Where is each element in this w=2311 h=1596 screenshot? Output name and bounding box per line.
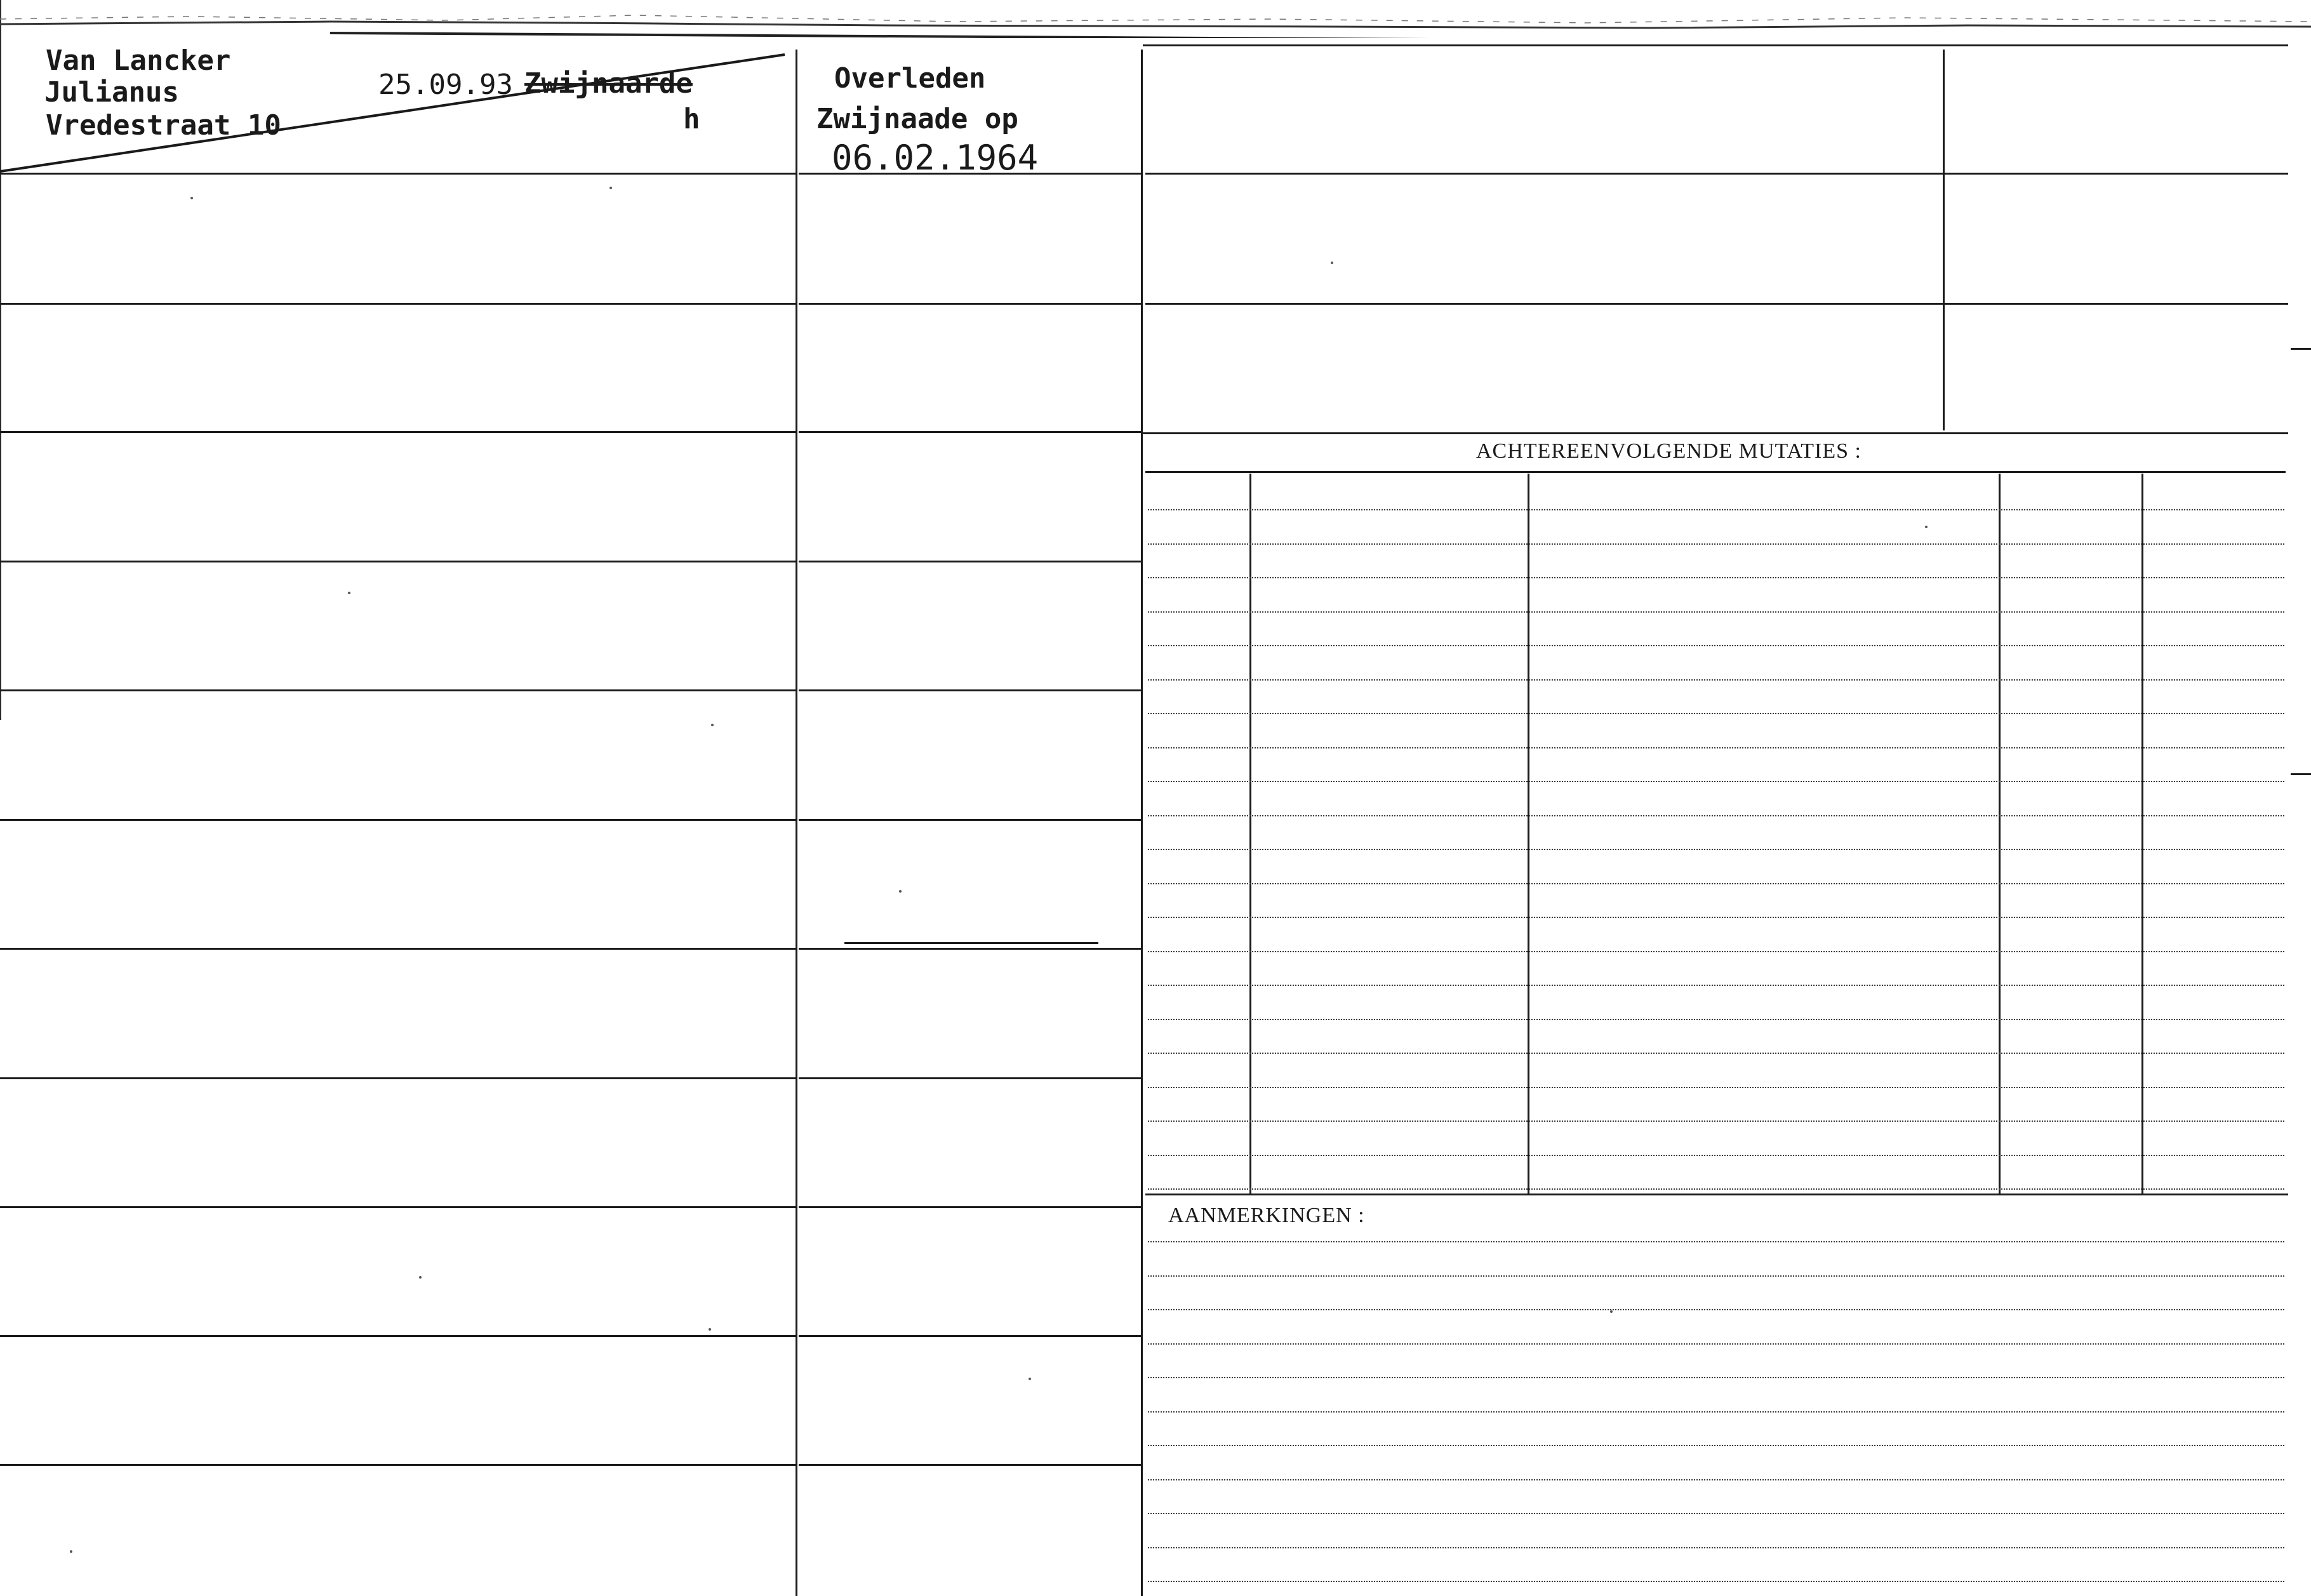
scan-speck xyxy=(348,592,350,594)
ruled-line xyxy=(1148,951,2284,952)
right-block-column-divider xyxy=(1943,50,1945,430)
aanmerkingen-heading: AANMERKINGEN : xyxy=(1168,1204,1365,1227)
edge-tick xyxy=(2291,348,2311,350)
entry-row-divider xyxy=(799,1464,1142,1466)
ruled-line xyxy=(1148,1087,2284,1088)
entry-row-divider xyxy=(0,1335,797,1337)
ruled-line xyxy=(1148,1053,2284,1054)
right-block-divider xyxy=(1143,432,2288,434)
ruled-line xyxy=(1148,1411,2284,1413)
ruled-line xyxy=(1148,509,2284,510)
mutaties-heading: ACHTEREENVOLGENDE MUTATIES : xyxy=(1476,439,1861,463)
entry-row-divider xyxy=(799,1335,1142,1337)
ruled-line xyxy=(1148,577,2284,578)
sex-mark: h xyxy=(683,103,700,135)
ruled-line xyxy=(1148,917,2284,918)
scan-speck xyxy=(419,1276,422,1279)
scan-speck xyxy=(709,1328,711,1331)
mutaties-column-divider xyxy=(1999,474,2001,1194)
scan-speck xyxy=(609,187,612,189)
ruled-line xyxy=(1148,1188,2284,1190)
entry-row-divider xyxy=(0,819,797,821)
scan-speck xyxy=(70,1550,72,1553)
ruled-line xyxy=(1148,781,2284,782)
entry-row-divider xyxy=(799,561,1142,562)
ruled-line xyxy=(1148,611,2284,613)
ruled-line xyxy=(1148,1309,2284,1310)
scan-edge-noise xyxy=(0,0,2311,38)
ruled-line xyxy=(1148,1155,2284,1156)
ruled-line xyxy=(1148,1275,2284,1277)
surname: Van Lancker xyxy=(46,44,231,77)
entry-row-divider xyxy=(0,948,797,950)
mutaties-header-line xyxy=(1145,471,2286,473)
entry-row-divider xyxy=(0,303,797,305)
entry-row-divider xyxy=(0,1206,797,1208)
ruled-line xyxy=(1148,713,2284,714)
address: Vredestraat 10 xyxy=(46,109,281,142)
ruled-line xyxy=(1148,679,2284,681)
ruled-line xyxy=(1148,1479,2284,1480)
right-block-divider xyxy=(1145,173,2288,175)
entry-row-divider xyxy=(0,561,797,562)
mutaties-column-divider xyxy=(1528,474,1529,1194)
ruled-line xyxy=(1148,1513,2284,1514)
column-divider xyxy=(796,50,797,1596)
ruled-line xyxy=(1148,1241,2284,1242)
scan-speck xyxy=(190,197,193,199)
given-name: Julianus xyxy=(44,76,179,109)
birth-place: Zwijnaarde xyxy=(524,67,693,100)
mutaties-column-divider xyxy=(1249,474,1251,1194)
ruled-line xyxy=(1148,985,2284,986)
entry-row-divider xyxy=(799,1077,1142,1079)
entry-row-divider xyxy=(0,1077,797,1079)
top-border xyxy=(1143,44,2288,46)
ruled-line xyxy=(1148,1377,2284,1378)
cancellation-stroke xyxy=(0,44,800,178)
entry-row-divider xyxy=(844,942,1098,944)
ruled-line xyxy=(1148,1445,2284,1446)
ruled-line xyxy=(1148,849,2284,850)
entry-row-divider xyxy=(799,689,1142,691)
right-block-divider xyxy=(1145,303,2288,305)
entry-row-divider xyxy=(799,948,1142,950)
ruled-line xyxy=(1148,1019,2284,1020)
birth-date: 25.09.93 xyxy=(378,69,513,101)
scan-speck xyxy=(1610,1310,1613,1313)
ruled-line xyxy=(1148,645,2284,646)
ruled-line xyxy=(1148,883,2284,884)
entry-row-divider xyxy=(799,303,1142,305)
ruled-line xyxy=(1148,543,2284,545)
ruled-line xyxy=(1148,747,2284,748)
scan-speck xyxy=(1331,262,1333,264)
ruled-line xyxy=(1148,1547,2284,1548)
death-note-line2: Zwijnaade op xyxy=(816,103,1018,135)
scan-speck xyxy=(899,890,902,893)
scan-speck xyxy=(711,724,714,726)
entry-row-divider xyxy=(799,431,1142,433)
entry-row-divider xyxy=(799,819,1142,821)
edge-tick xyxy=(2291,773,2311,775)
ruled-line xyxy=(1148,1343,2284,1345)
entry-row-divider xyxy=(0,1464,797,1466)
mutaties-bottom-line xyxy=(1145,1194,2288,1195)
entry-row-divider xyxy=(799,1206,1142,1208)
death-note-line1: Overleden xyxy=(834,62,986,95)
ruled-line xyxy=(1148,1121,2284,1122)
ruled-line xyxy=(1148,1581,2284,1582)
scan-speck xyxy=(1029,1378,1031,1380)
entry-row-divider xyxy=(0,431,797,433)
entry-row-divider xyxy=(0,689,797,691)
ruled-line xyxy=(1148,815,2284,816)
column-divider xyxy=(1141,50,1143,1596)
death-note-line3: 06.02.1964 xyxy=(832,138,1039,178)
scan-speck xyxy=(1925,526,1928,528)
mutaties-column-divider xyxy=(2141,474,2143,1194)
